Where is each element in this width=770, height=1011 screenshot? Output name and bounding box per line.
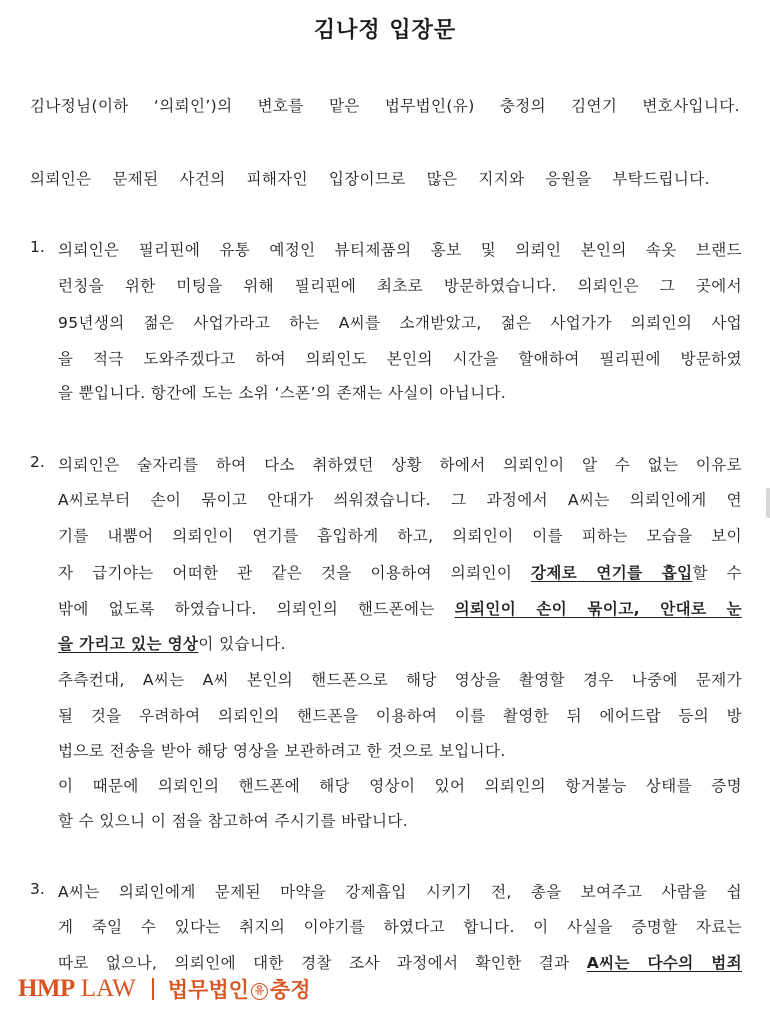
- section-2-line: 법으로 전송을 받아 해당 영상을 보관하려고 한 것으로 보입니다.: [58, 742, 506, 760]
- section-2-line: 이 때문에 의뢰인의 핸드폰에 해당 영상이 있어 의뢰인의 항거불능 상태를 증명: [58, 777, 742, 795]
- section-2-line: 될 것을 우려하여 의뢰인의 핸드폰을 이용하여 이를 촬영한 뒤 에어드랍 등의 방: [58, 707, 742, 725]
- section-3-line: A씨는 의뢰인에게 문제된 마약을 강제흡입 시키기 전, 총을 보여주고 사람을 쉽: [58, 883, 742, 901]
- section-3-number: 3.: [30, 880, 45, 898]
- section-2-text: 할 수: [692, 564, 743, 582]
- section-2-line: 추측컨대, A씨는 A씨 본인의 핸드폰으로 해당 영상을 촬영할 경우 나중에 문제가: [58, 671, 742, 689]
- section-2-line: 의뢰인은 술자리를 하여 다소 취하였던 상황 하에서 의뢰인이 알 수 없는 이유로: [58, 456, 742, 474]
- section-2-line: [58, 632, 286, 654]
- logo-yu-circle: 유: [251, 983, 268, 1000]
- section-2-number: 2.: [30, 453, 45, 471]
- section-2-line: 기를 내뿜어 의뢰인이 연기를 흡입하게 하고, 의뢰인이 이를 피하는 모습을 보이: [58, 527, 742, 545]
- firm-logo: [18, 974, 310, 1004]
- section-3-line: 게 죽일 수 있다는 취지의 이야기를 하였다고 합니다. 이 사실을 증명할 자료는: [58, 918, 742, 936]
- logo-divider: [152, 978, 154, 1000]
- section-3-line: [58, 951, 742, 973]
- section-2-line: A씨로부터 손이 묶이고 안대가 씌워졌습니다. 그 과정에서 A씨는 의뢰인에게 연: [58, 491, 742, 509]
- logo-kr-part1: 법무법인: [167, 978, 249, 1002]
- section-2-line: [58, 561, 742, 583]
- section-1-line: 95년생의 젊은 사업가라고 하는 A씨를 소개받았고, 젊은 사업가가 의뢰인의 사업: [58, 314, 742, 332]
- intro-line-2: 의뢰인은 문제된 사건의 피해자인 입장이므로 많은 지지와 응원을 부탁드립니다.: [30, 170, 710, 188]
- logo-korean-name: [168, 974, 311, 1004]
- section-1-line: 을 뿐입니다. 항간에 도는 소위 ‘스폰’의 존재는 사실이 아닙니다.: [58, 384, 507, 402]
- section-1-line: 의뢰인은 필리핀에 유통 예정인 뷰티제품의 홍보 및 의뢰인 본인의 속옷 브랜드: [58, 241, 742, 259]
- section-1-number: 1.: [30, 238, 45, 256]
- document-title: 김나정 입장문: [313, 18, 457, 43]
- underlined-phrase: 의뢰인이 손이 묶이고, 안대로 눈: [454, 600, 742, 618]
- section-2-text: 밖에 없도록 하였습니다. 의뢰인의 핸드폰에는: [58, 600, 455, 618]
- section-2-text: 자 급기야는 어떠한 관 같은 것을 이용하여 의뢰인이: [58, 564, 532, 582]
- underlined-phrase: 을 가리고 있는 영상: [58, 635, 199, 653]
- section-1-line: 런칭을 위한 미팅을 위해 필리핀에 최초로 방문하였습니다. 의뢰인은 그 곳에서: [58, 277, 742, 295]
- section-2-line: 할 수 있으니 이 점을 참고하여 주시기를 바랍니다.: [58, 812, 409, 830]
- underlined-phrase: 강제로 연기를 흡입: [531, 564, 693, 582]
- section-2-text: 이 있습니다.: [198, 635, 286, 653]
- logo-kr-part2: 충정: [269, 978, 311, 1002]
- intro-line-1: 김나정님(이하 ‘의뢰인’)의 변호를 맡은 법무법인(유) 충정의 김연기 변호사입니다.: [30, 97, 740, 115]
- logo-law-text: LAW: [80, 975, 136, 1002]
- page-edge-mark: [766, 488, 770, 518]
- logo-hmp-text: HMP: [18, 975, 75, 1002]
- section-3-text: 따로 없으나, 의뢰인에 대한 경찰 조사 과정에서 확인한 결과: [58, 954, 587, 972]
- section-1-line: 을 적극 도와주겠다고 하여 의뢰인도 본인의 시간을 할애하여 필리핀에 방문하였: [58, 350, 742, 368]
- underlined-phrase: A씨는 다수의 범죄: [586, 954, 742, 972]
- section-2-line: [58, 597, 742, 619]
